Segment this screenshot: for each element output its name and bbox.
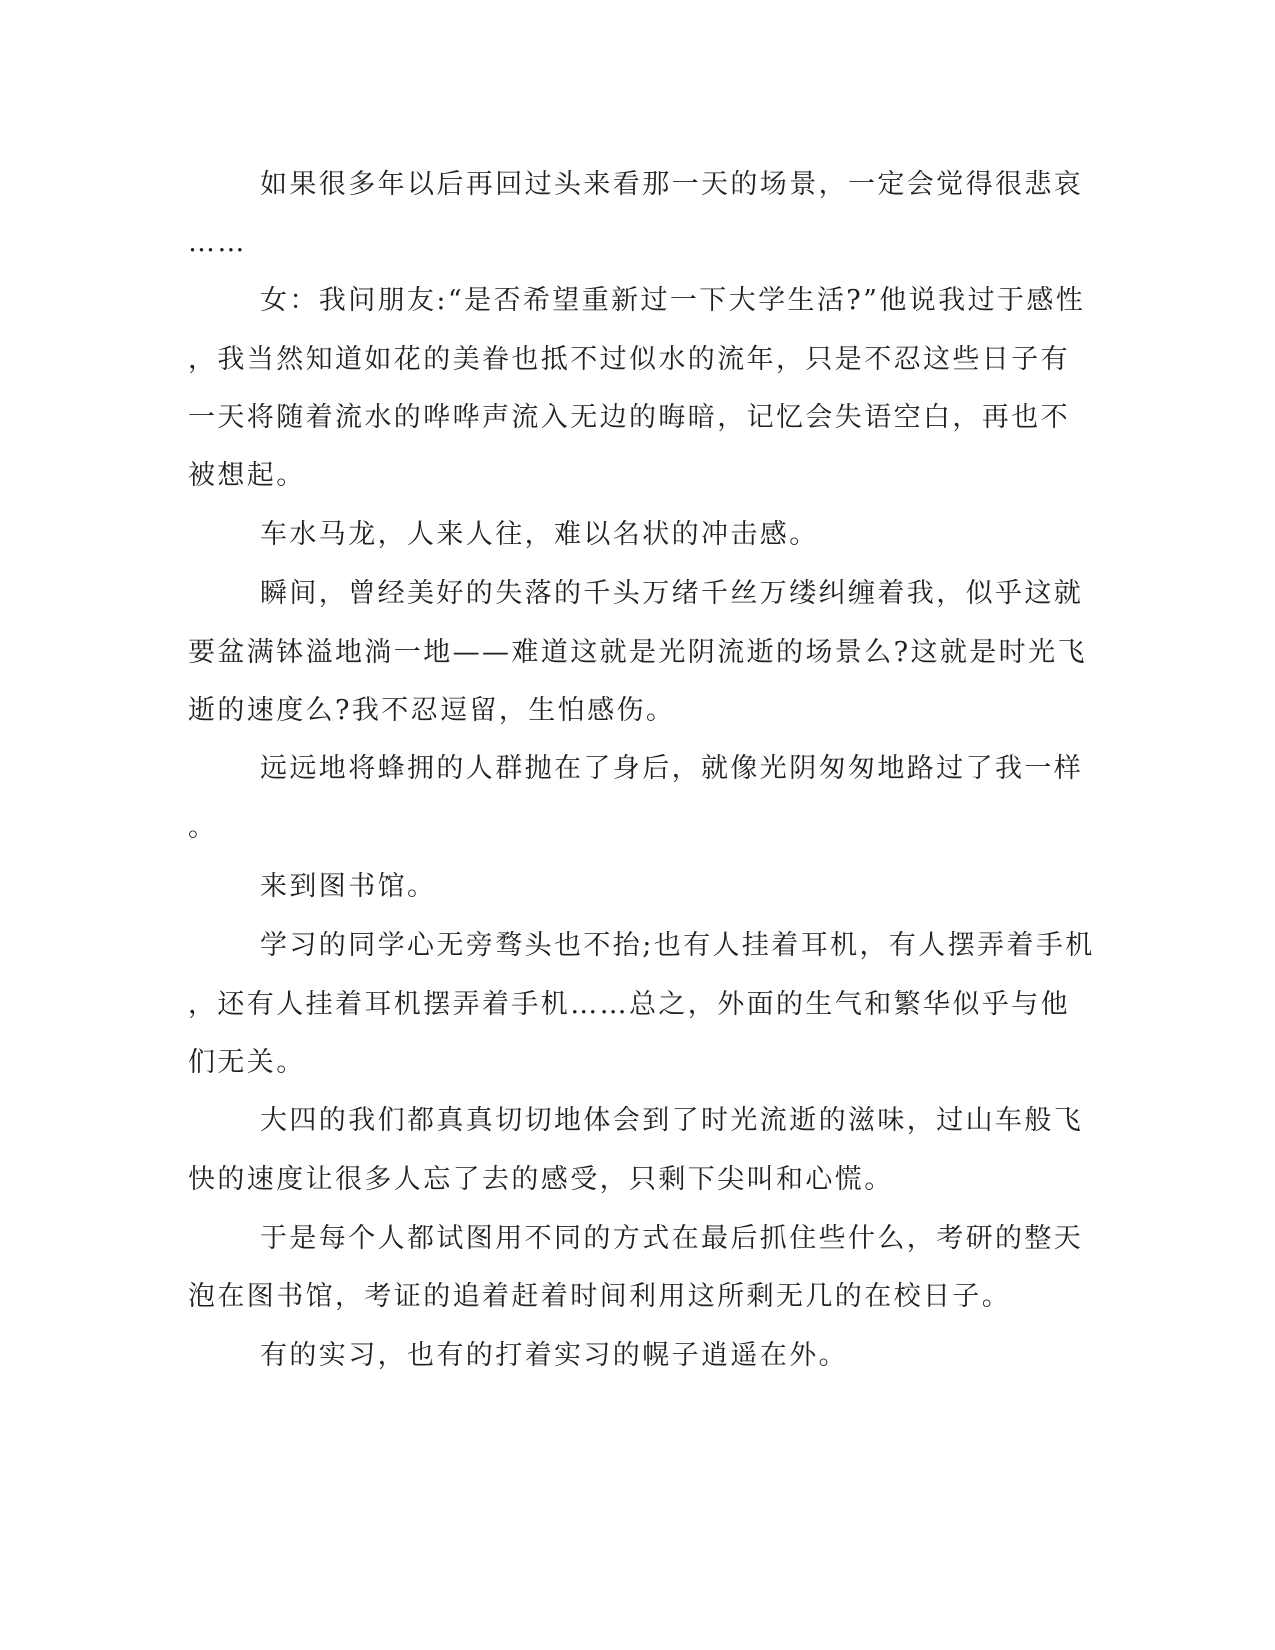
text-line: 瞬间，曾经美好的失落的千头万绪千丝万缕纠缠着我，似乎这就 xyxy=(260,578,1084,609)
text-line: ，我当然知道如花的美眷也抵不过似水的流年，只是不忍这些日子有 xyxy=(188,344,1070,375)
text-line: 一天将随着流水的哗哗声流入无边的晦暗，记忆会失语空白，再也不 xyxy=(188,402,1070,433)
text-line: …… xyxy=(188,227,247,258)
text-line: 来到图书馆。 xyxy=(260,871,437,902)
text-line: 女：我问朋友:“是否希望重新过一下大学生活?”他说我过于感性 xyxy=(260,285,1086,316)
text-line: 们无关。 xyxy=(188,1047,306,1078)
text-line: 泡在图书馆，考证的追着赶着时间利用这所剩无几的在校日子。 xyxy=(188,1281,1012,1312)
text-line: 车水马龙，人来人往，难以名状的冲击感。 xyxy=(260,519,819,550)
text-line: 有的实习，也有的打着实习的幌子逍遥在外。 xyxy=(260,1340,848,1371)
text-line: 快的速度让很多人忘了去的感受，只剩下尖叫和心慌。 xyxy=(188,1164,894,1195)
text-line: 大四的我们都真真切切地体会到了时光流逝的滋味，过山车般飞 xyxy=(260,1105,1084,1136)
text-line: 于是每个人都试图用不同的方式在最后抓住些什么，考研的整天 xyxy=(260,1223,1084,1254)
text-line: 要盆满钵溢地淌一地——难道这就是光阴流逝的场景么?这就是时光飞 xyxy=(188,637,1087,668)
text-line: ，还有人挂着耳机摆弄着手机……总之，外面的生气和繁华似乎与他 xyxy=(188,989,1070,1020)
text-line: 学习的同学心无旁骛头也不抬;也有人挂着耳机，有人摆弄着手机 xyxy=(260,930,1095,961)
text-line: 如果很多年以后再回过头来看那一天的场景，一定会觉得很悲哀 xyxy=(260,169,1084,200)
text-line: 逝的速度么?我不忍逗留，生怕感伤。 xyxy=(188,695,676,726)
text-line: 。 xyxy=(188,812,218,843)
text-line: 被想起。 xyxy=(188,460,306,491)
text-line: 远远地将蜂拥的人群抛在了身后，就像光阴匆匆地路过了我一样 xyxy=(260,753,1084,784)
